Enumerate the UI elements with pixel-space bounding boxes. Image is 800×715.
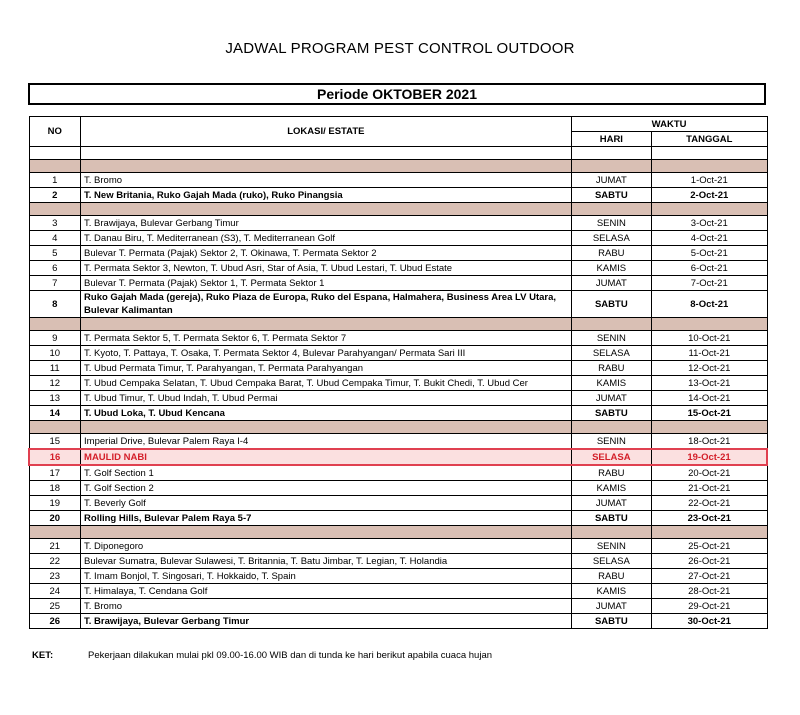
cell-lokasi: T. Diponegoro [81, 539, 572, 554]
table-row [29, 276, 767, 291]
cell-no: 23 [29, 569, 81, 584]
cell-no: 3 [29, 216, 81, 231]
table-row [29, 173, 767, 188]
table-row [29, 434, 767, 450]
cell-tanggal: 25-Oct-21 [652, 539, 767, 554]
cell-tanggal: 29-Oct-21 [652, 599, 767, 614]
cell-hari: SENIN [571, 434, 651, 450]
cell-tanggal: 6-Oct-21 [652, 261, 767, 276]
blank-row [29, 147, 767, 160]
table-row [29, 614, 767, 629]
cell-hari: RABU [571, 361, 651, 376]
header-lokasi: LOKASI/ ESTATE [81, 117, 572, 147]
cell-hari: SELASA [571, 231, 651, 246]
cell-lokasi: Bulevar T. Permata (Pajak) Sektor 1, T. Permata Sektor 1 [81, 276, 572, 291]
cell-lokasi: T. Permata Sektor 5, T. Permata Sektor 6, T. Permata Sektor 7 [81, 331, 572, 346]
cell-lokasi: T. Himalaya, T. Cendana Golf [81, 584, 572, 599]
cell-hari: KAMIS [571, 261, 651, 276]
cell-tanggal: 15-Oct-21 [652, 406, 767, 421]
cell-lokasi: T. Ubud Timur, T. Ubud Indah, T. Ubud Permai [81, 391, 572, 406]
cell-hari: SENIN [571, 331, 651, 346]
cell-no: 13 [29, 391, 81, 406]
cell-hari: SABTU [571, 511, 651, 526]
schedule-table [28, 116, 768, 629]
cell-tanggal: 20-Oct-21 [652, 465, 767, 481]
cell-tanggal: 30-Oct-21 [652, 614, 767, 629]
page-title: JADWAL PROGRAM PEST CONTROL OUTDOOR [225, 40, 575, 57]
table-row [29, 465, 767, 481]
period-banner: Periode OKTOBER 2021 [28, 83, 766, 105]
table-row [29, 246, 767, 261]
cell-tanggal: 21-Oct-21 [652, 481, 767, 496]
cell-no: 6 [29, 261, 81, 276]
cell-lokasi: T. Golf Section 1 [81, 465, 572, 481]
cell-no: 9 [29, 331, 81, 346]
cell-hari: KAMIS [571, 376, 651, 391]
cell-lokasi: T. Imam Bonjol, T. Singosari, T. Hokkaido, T. Spain [81, 569, 572, 584]
cell-no: 24 [29, 584, 81, 599]
table-row [29, 216, 767, 231]
table-row [29, 481, 767, 496]
header-no: NO [29, 117, 81, 147]
cell-no: 1 [29, 173, 81, 188]
cell-no: 7 [29, 276, 81, 291]
cell-no: 14 [29, 406, 81, 421]
footer-note: Pekerjaan dilakukan mulai pkl 09.00-16.00 WIB dan di tunda ke hari berikut apabila cuaca hujan [88, 650, 493, 661]
cell-no: 25 [29, 599, 81, 614]
table-row [29, 554, 767, 569]
table-row [29, 406, 767, 421]
cell-tanggal: 13-Oct-21 [652, 376, 767, 391]
cell-no: 18 [29, 481, 81, 496]
cell-no: 4 [29, 231, 81, 246]
cell-no: 2 [29, 188, 81, 203]
cell-hari: SABTU [571, 406, 651, 421]
cell-no: 21 [29, 539, 81, 554]
cell-hari: RABU [571, 569, 651, 584]
table-row [29, 511, 767, 526]
cell-lokasi: Bulevar Sumatra, Bulevar Sulawesi, T. Britannia, T. Batu Jimbar, T. Legian, T. Holandia [81, 554, 572, 569]
cell-hari: RABU [571, 465, 651, 481]
cell-lokasi: T. Danau Biru, T. Mediterranean (S3), T. Mediterranean Golf [81, 231, 572, 246]
footer-label: KET: [32, 650, 54, 661]
cell-hari: KAMIS [571, 481, 651, 496]
cell-tanggal: 19-Oct-21 [652, 449, 767, 465]
cell-lokasi: Ruko Gajah Mada (gereja), Ruko Piaza de Europa, Ruko del Espana, Halmahera, Business Area LV Utara, Bulevar Kalimantan [81, 291, 572, 318]
cell-lokasi: Rolling Hills, Bulevar Palem Raya 5-7 [81, 511, 572, 526]
table-row [29, 261, 767, 276]
cell-no: 16 [29, 449, 81, 465]
cell-hari: SELASA [571, 346, 651, 361]
cell-tanggal: 23-Oct-21 [652, 511, 767, 526]
cell-tanggal: 3-Oct-21 [652, 216, 767, 231]
cell-lokasi: T. Bromo [81, 173, 572, 188]
cell-hari: SENIN [571, 216, 651, 231]
cell-no: 26 [29, 614, 81, 629]
header-waktu: WAKTU [571, 117, 767, 132]
header-hari: HARI [571, 132, 651, 147]
table-row [29, 331, 767, 346]
cell-lokasi: T. Ubud Permata Timur, T. Parahyangan, T. Permata Parahyangan [81, 361, 572, 376]
cell-hari: JUMAT [571, 276, 651, 291]
header-tanggal: TANGGAL [652, 132, 767, 147]
cell-lokasi: MAULID NABI [81, 449, 572, 465]
cell-hari: SABTU [571, 614, 651, 629]
cell-lokasi: T. Bromo [81, 599, 572, 614]
cell-tanggal: 18-Oct-21 [652, 434, 767, 450]
cell-no: 12 [29, 376, 81, 391]
cell-lokasi: T. Permata Sektor 3, Newton, T. Ubud Asri, Star of Asia, T. Ubud Lestari, T. Ubud Estate [81, 261, 572, 276]
week-separator [29, 160, 767, 173]
cell-no: 17 [29, 465, 81, 481]
cell-no: 19 [29, 496, 81, 511]
cell-no: 20 [29, 511, 81, 526]
table-row [29, 361, 767, 376]
cell-hari: SABTU [571, 291, 651, 318]
cell-tanggal: 27-Oct-21 [652, 569, 767, 584]
table-row [29, 291, 767, 318]
table-row [29, 346, 767, 361]
cell-hari: JUMAT [571, 496, 651, 511]
cell-tanggal: 7-Oct-21 [652, 276, 767, 291]
cell-no: 5 [29, 246, 81, 261]
cell-tanggal: 4-Oct-21 [652, 231, 767, 246]
cell-tanggal: 22-Oct-21 [652, 496, 767, 511]
cell-tanggal: 1-Oct-21 [652, 173, 767, 188]
table-row [29, 584, 767, 599]
cell-lokasi: T. Ubud Loka, T. Ubud Kencana [81, 406, 572, 421]
schedule-body [29, 147, 767, 629]
cell-lokasi: T. New Britania, Ruko Gajah Mada (ruko), Ruko Pinangsia [81, 188, 572, 203]
table-row [29, 391, 767, 406]
cell-tanggal: 2-Oct-21 [652, 188, 767, 203]
table-row [29, 569, 767, 584]
cell-tanggal: 11-Oct-21 [652, 346, 767, 361]
table-row [29, 188, 767, 203]
cell-hari: SENIN [571, 539, 651, 554]
cell-hari: SABTU [571, 188, 651, 203]
week-separator [29, 203, 767, 216]
week-separator [29, 421, 767, 434]
table-row [29, 539, 767, 554]
cell-hari: JUMAT [571, 599, 651, 614]
cell-hari: SELASA [571, 449, 651, 465]
cell-tanggal: 26-Oct-21 [652, 554, 767, 569]
cell-no: 15 [29, 434, 81, 450]
cell-tanggal: 8-Oct-21 [652, 291, 767, 318]
cell-no: 10 [29, 346, 81, 361]
cell-no: 8 [29, 291, 81, 318]
cell-tanggal: 10-Oct-21 [652, 331, 767, 346]
week-separator [29, 526, 767, 539]
table-row [29, 599, 767, 614]
cell-tanggal: 5-Oct-21 [652, 246, 767, 261]
week-separator [29, 318, 767, 331]
cell-lokasi: T. Brawijaya, Bulevar Gerbang Timur [81, 216, 572, 231]
cell-hari: RABU [571, 246, 651, 261]
cell-lokasi: T. Kyoto, T. Pattaya, T. Osaka, T. Permata Sektor 4, Bulevar Parahyangan/ Permata Sari III [81, 346, 572, 361]
cell-tanggal: 14-Oct-21 [652, 391, 767, 406]
cell-hari: JUMAT [571, 391, 651, 406]
cell-lokasi: T. Beverly Golf [81, 496, 572, 511]
cell-lokasi: T. Ubud Cempaka Selatan, T. Ubud Cempaka Barat, T. Ubud Cempaka Timur, T. Bukit Chedi, T. Ubud Cer [81, 376, 572, 391]
table-row [29, 376, 767, 391]
cell-tanggal: 12-Oct-21 [652, 361, 767, 376]
cell-lokasi: T. Golf Section 2 [81, 481, 572, 496]
cell-no: 11 [29, 361, 81, 376]
cell-tanggal: 28-Oct-21 [652, 584, 767, 599]
cell-lokasi: T. Brawijaya, Bulevar Gerbang Timur [81, 614, 572, 629]
cell-hari: JUMAT [571, 173, 651, 188]
table-row [29, 231, 767, 246]
cell-hari: KAMIS [571, 584, 651, 599]
cell-no: 22 [29, 554, 81, 569]
cell-lokasi: Bulevar T. Permata (Pajak) Sektor 2, T. Okinawa, T. Permata Sektor 2 [81, 246, 572, 261]
table-row-holiday [29, 449, 767, 465]
cell-hari: SELASA [571, 554, 651, 569]
cell-lokasi: Imperial Drive, Bulevar Palem Raya I-4 [81, 434, 572, 450]
table-row [29, 496, 767, 511]
